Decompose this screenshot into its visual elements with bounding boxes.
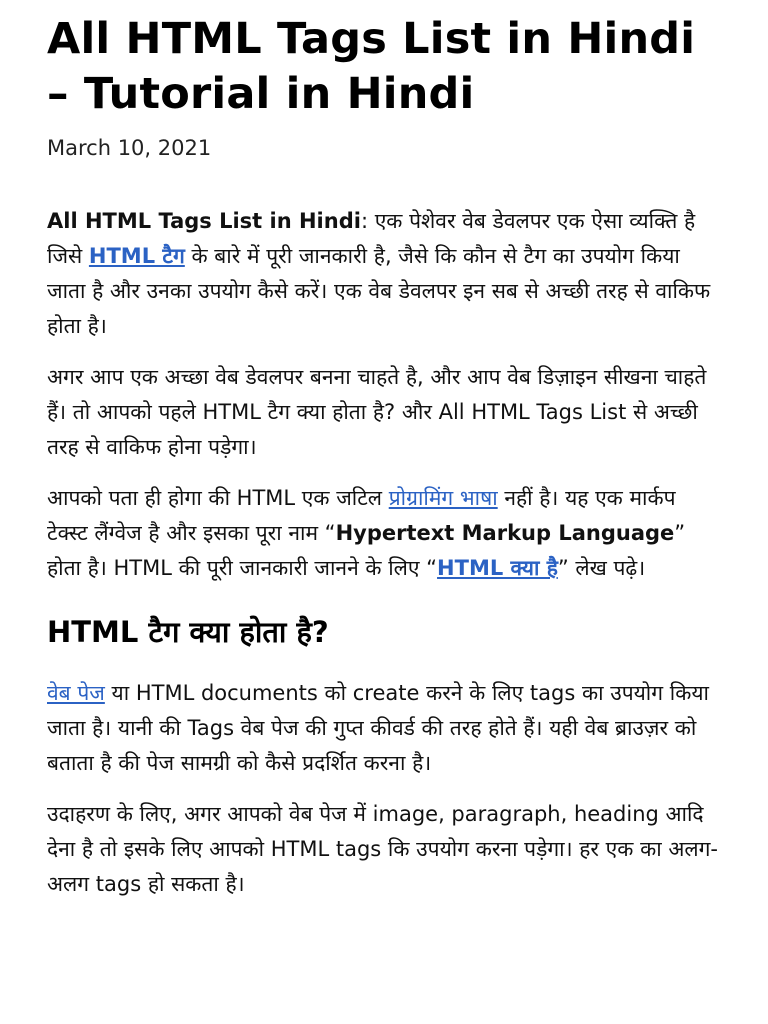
p3-bold-full-name: Hypertext Markup Language [335, 521, 675, 545]
html-tag-link[interactable]: HTML टैग [88, 244, 185, 268]
what-is-html-link[interactable]: HTML क्या है [437, 556, 558, 580]
intro-text-2: के बारे में पूरी जानकारी है, जैसे कि कौन से टैग का उपयोग किया जाता है और उनका उपयोग कैसे करें। एक वेब डेवलपर इन सब से अच्छी तरह से वाकिफ होता है। [47, 244, 711, 338]
intro-bold-lead: All HTML Tags List in Hindi [47, 209, 361, 233]
p3-text-1: आपको पता ही होगा की HTML एक जटिल [47, 486, 389, 510]
p3-text-3: ” होता है। HTML की पूरी जानकारी जानने के लिए “ [47, 521, 686, 580]
article-title [47, 12, 722, 122]
p4-text-1: या HTML documents को create करने के लिए tags का उपयोग किया जाता है। यानी की Tags वेब पेज की गुप्त कीवर्ड की तरह होते हैं। यही वेब ब्राउज़र को बताता है की पेज सामग्री को कैसे प्रदर्शित करना है। [47, 681, 709, 775]
p3-text-2: नहीं है। यह एक मार्कप टेक्स्ट लैंग्वेज है और इसका पूरा नाम “ [47, 486, 676, 545]
programming-language-link[interactable]: प्रोग्रामिंग भाषा [388, 486, 498, 510]
intro-paragraph [47, 204, 722, 344]
publish-date: March 10, 2021 [47, 136, 212, 160]
paragraph-2: अगर आप एक अच्छा वेब डेवलपर बनना चाहते है, और आप वेब डिज़ाइन सीखना चाहते हैं। तो आपको पहले HTML टैग क्या होता है? और All HTML Tags List से अच्छी तरह से वाकिफ होना पड़ेगा। [47, 365, 707, 459]
article-title-line2: – Tutorial in Hindi [47, 69, 475, 119]
section-heading: HTML टैग क्या होता है? [47, 615, 329, 649]
paragraph-3 [47, 481, 722, 586]
article-title-line1: All HTML Tags List in Hindi [47, 14, 696, 64]
paragraph-5: उदाहरण के लिए, अगर आपको वेब पेज में image, paragraph, heading आदि देना है तो इसके लिए आपको HTML tags कि उपयोग करना पड़ेगा। हर एक का अलग-अलग tags हो सकता है। [47, 802, 718, 896]
intro-text-1: : एक पेशेवर वेब डेवलपर एक ऐसा व्यक्ति है जिसे [47, 209, 696, 268]
web-page-link[interactable]: वेब पेज [47, 681, 105, 705]
paragraph-4 [47, 676, 722, 781]
p3-text-4: ” लेख पढ़े। [557, 556, 646, 580]
